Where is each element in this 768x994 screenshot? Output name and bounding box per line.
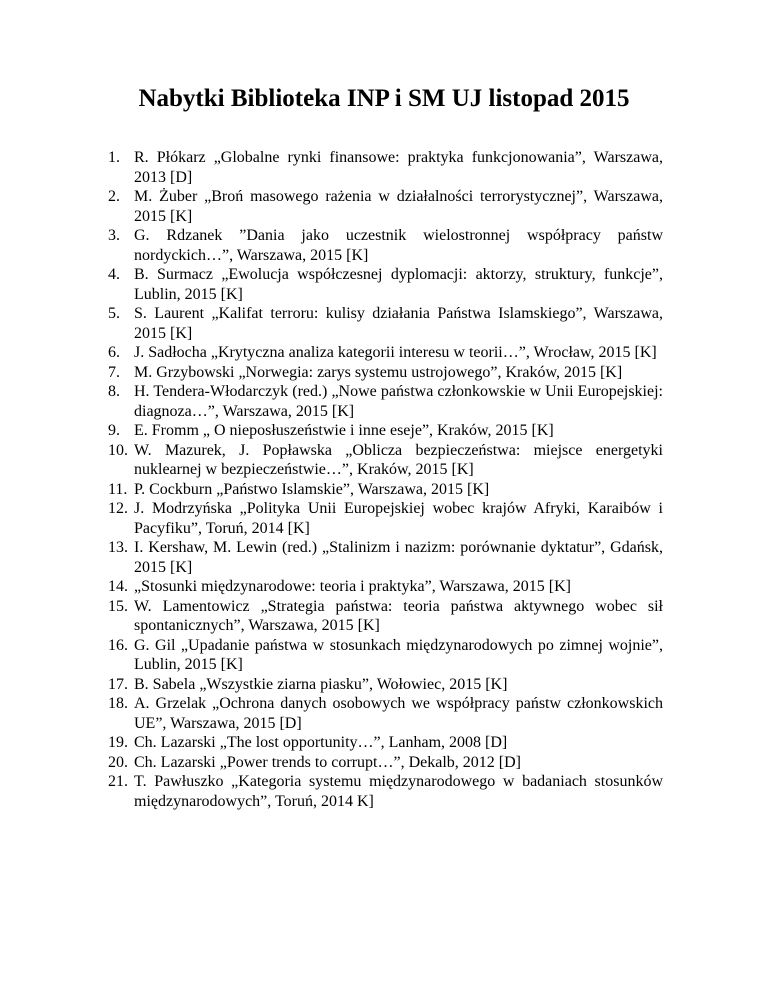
- list-item-text: B. Sabela „Wszystkie ziarna piasku”, Wołowiec, 2015 [K]: [134, 675, 508, 693]
- list-item-number: 14.: [108, 578, 128, 595]
- list-item-text: Ch. Lazarski „The lost opportunity…”, Lanham, 2008 [D]: [134, 734, 508, 751]
- list-item: [108, 597, 663, 636]
- list-item: [108, 499, 663, 538]
- list-item-text: J. Modrzyńska „Polityka Unii Europejskiej wobec krajów Afryki, Karaibów i Pacyfiku”, Toruń, 2014 [K]: [134, 500, 663, 537]
- list-item-number: 18.: [108, 695, 128, 712]
- list-item-number: 9.: [108, 422, 120, 439]
- list-item-number: 7.: [108, 363, 120, 381]
- list-item-number: 21.: [108, 773, 128, 790]
- list-item: [108, 538, 663, 577]
- list-item-text: A. Grzelak „Ochrona danych osobowych we współpracy państw członkowskich UE”, Warszawa, 2015 [D]: [134, 695, 663, 732]
- list-item-number: 4.: [108, 266, 120, 283]
- list-item-text: W. Lamentowicz „Strategia państwa: teoria państwa aktywnego wobec sił spontanicznych”, Warszawa, 2015 [K]: [134, 597, 663, 634]
- list-item-text: E. Fromm „ O nieposłuszeństwie i inne eseje”, Kraków, 2015 [K]: [134, 422, 554, 439]
- list-item-number: 6.: [108, 344, 120, 361]
- list-item: [108, 421, 663, 441]
- list-item-number: 13.: [108, 539, 128, 556]
- list-item-number: 19.: [108, 734, 128, 751]
- list-item-text: W. Mazurek, J. Popławska „Oblicza bezpieczeństwa: miejsce energetyki nuklearnej w bezpieczeństwie…”, Kraków, 2015 [K]: [134, 441, 663, 478]
- list-item: [108, 265, 663, 304]
- list-item-number: 15.: [108, 597, 128, 615]
- list-item-number: 2.: [108, 188, 120, 205]
- list-item-number: 10.: [108, 441, 128, 459]
- list-item-number: 3.: [108, 227, 120, 244]
- list-item-text: B. Surmacz „Ewolucja współczesnej dyplomacji: aktorzy, struktury, funkcje”, Lublin, 2015 [K]: [134, 266, 663, 303]
- list-item-number: 20.: [108, 753, 128, 771]
- list-item-number: 12.: [108, 500, 128, 517]
- list-item: [108, 226, 663, 265]
- list-item-number: 17.: [108, 675, 128, 693]
- list-item-text: Ch. Lazarski „Power trends to corrupt…”, Dekalb, 2012 [D]: [134, 753, 521, 771]
- list-item: [108, 636, 663, 675]
- list-item: [108, 441, 663, 480]
- list-item-text: T. Pawłuszko „Kategoria systemu międzynarodowego w badaniach stosunków międzynarodowych”, Toruń, 2014 K]: [134, 773, 663, 810]
- list-item: [108, 733, 663, 753]
- list-item: [108, 363, 663, 383]
- list-item-number: 11.: [108, 480, 128, 498]
- document-title: Nabytki Biblioteka INP i SM UJ listopad 2015: [138, 85, 630, 112]
- list-item-text: M. Grzybowski „Norwegia: zarys systemu ustrojowego”, Kraków, 2015 [K]: [134, 363, 623, 381]
- list-item: [108, 148, 663, 187]
- list-item-text: M. Żuber „Broń masowego rażenia w działalności terrorystycznej”, Warszawa, 2015 [K]: [134, 188, 663, 225]
- acquisitions-list: [108, 148, 663, 811]
- list-item-number: 16.: [108, 636, 128, 654]
- list-item-number: 8.: [108, 383, 120, 400]
- list-item-text: G. Rdzanek ”Dania jako uczestnik wielostronnej współpracy państw nordyckich…”, Warszawa, 2015 [K]: [134, 227, 663, 264]
- list-item-text: R. Płókarz „Globalne rynki finansowe: praktyka funkcjonowania”, Warszawa, 2013 [D]: [134, 149, 663, 186]
- list-item: [108, 753, 663, 773]
- list-item: [108, 187, 663, 226]
- list-item: [108, 772, 663, 811]
- list-item-text: S. Laurent „Kalifat terroru: kulisy działania Państwa Islamskiego”, Warszawa, 2015 [K]: [134, 305, 663, 342]
- list-item: [108, 304, 663, 343]
- list-item: [108, 480, 663, 500]
- list-item-text: P. Cockburn „Państwo Islamskie”, Warszawa, 2015 [K]: [134, 480, 490, 498]
- list-item: [108, 382, 663, 421]
- list-item-text: G. Gil „Upadanie państwa w stosunkach międzynarodowych po zimnej wojnie”, Lublin, 2015 [K]: [134, 636, 663, 673]
- list-item-text: „Stosunki międzynarodowe: teoria i praktyka”, Warszawa, 2015 [K]: [134, 578, 571, 595]
- list-item-number: 5.: [108, 305, 120, 322]
- list-item-number: 1.: [108, 149, 120, 166]
- list-item-text: J. Sadłocha „Krytyczna analiza kategorii interesu w teorii…”, Wrocław, 2015 [K]: [134, 344, 657, 361]
- list-item: [108, 675, 663, 695]
- list-item: [108, 343, 663, 363]
- list-item-text: H. Tendera-Włodarczyk (red.) „Nowe państwa członkowskie w Unii Europejskiej: diagnoza…”, Warszawa, 2015 [K]: [134, 383, 663, 420]
- list-item-text: I. Kershaw, M. Lewin (red.) „Stalinizm i nazizm: porównanie dyktatur”, Gdańsk, 2015 [K]: [134, 539, 663, 576]
- list-item: [108, 694, 663, 733]
- list-item: [108, 577, 663, 597]
